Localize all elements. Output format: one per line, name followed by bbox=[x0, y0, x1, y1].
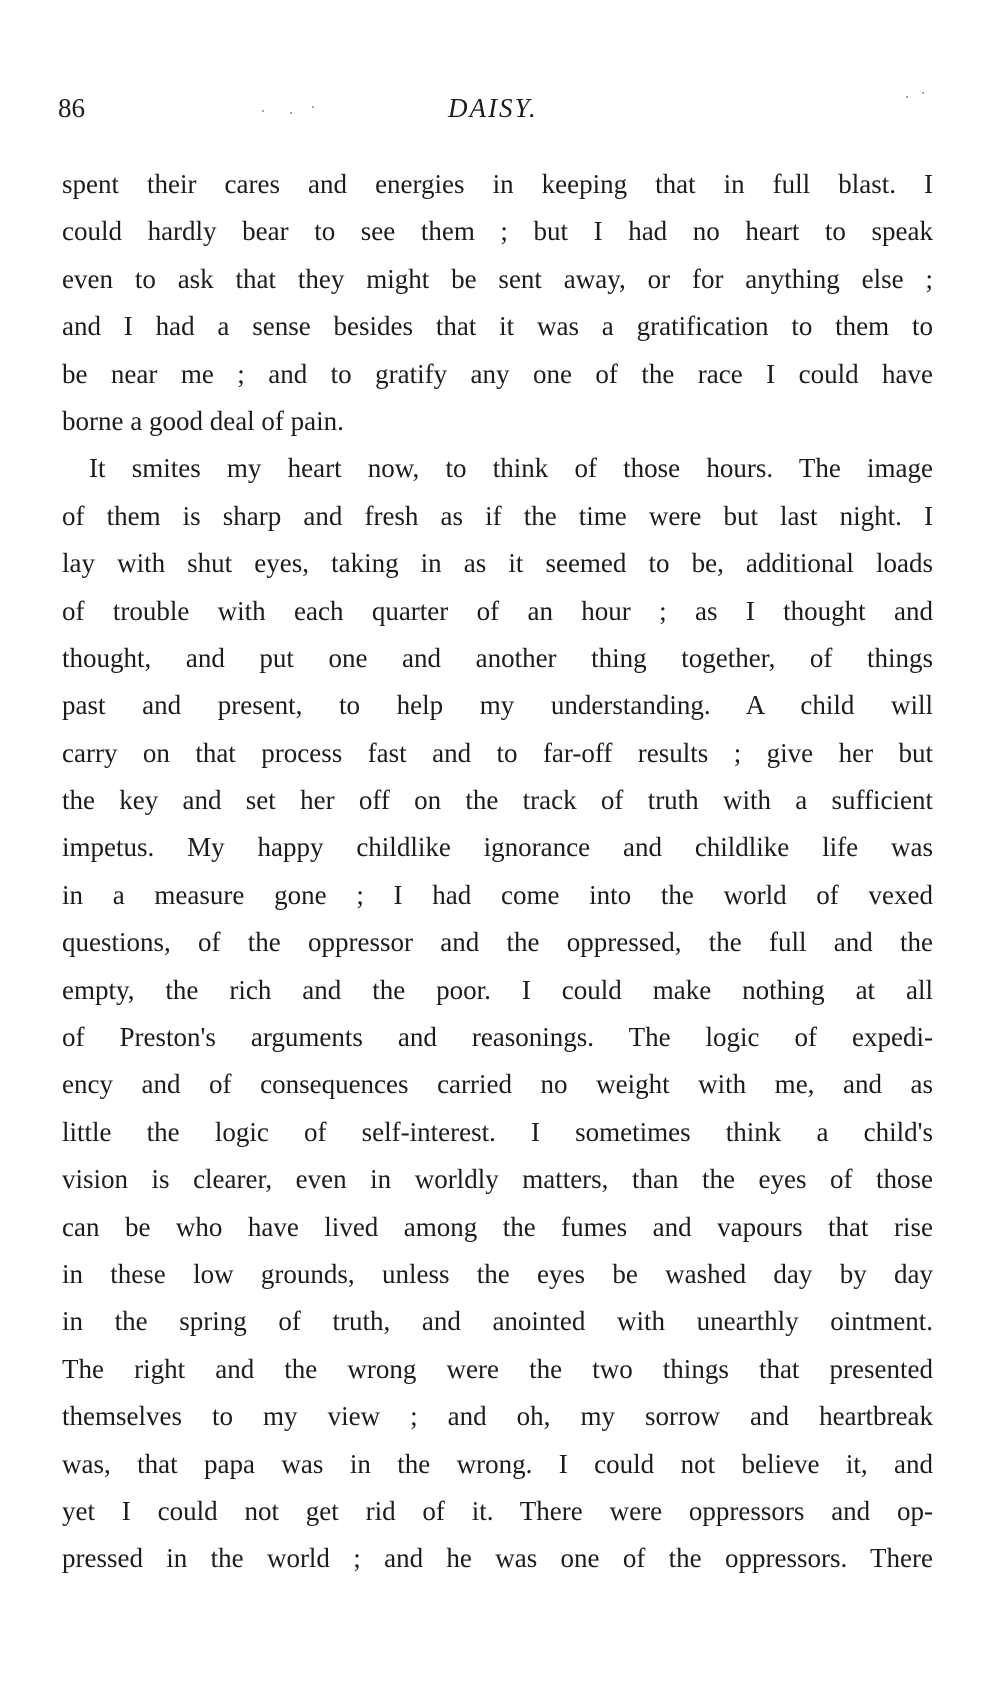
page-number: 86 bbox=[58, 93, 85, 123]
text-line: in a measure gone ; I had come into the world of vexed bbox=[62, 879, 933, 910]
text-line: It smites my heart now, to think of those hours. The image bbox=[89, 453, 933, 484]
text-line: spent their cares and energies in keeping that in full blast. I bbox=[62, 169, 933, 199]
print-speck bbox=[922, 92, 924, 94]
text-line: in these low grounds, unless the eyes be washed day by day bbox=[62, 1258, 933, 1289]
running-title: DAISY. bbox=[448, 93, 538, 123]
text-line: carry on that process fast and to far-off results ; give her but bbox=[62, 737, 933, 768]
paragraph-1 bbox=[62, 161, 933, 445]
print-speck bbox=[906, 96, 908, 98]
text-line: The right and the wrong were the two things that presented bbox=[62, 1353, 933, 1384]
print-speck bbox=[312, 106, 314, 108]
text-line: in the spring of truth, and anointed with unearthly ointment. bbox=[62, 1306, 933, 1337]
running-head bbox=[58, 92, 933, 132]
text-line: was, that papa was in the wrong. I could not believe it, and bbox=[62, 1448, 933, 1479]
text-line: and I had a sense besides that it was a gratification to them to bbox=[62, 311, 933, 342]
paragraph-2 bbox=[62, 445, 933, 1582]
text-line: borne a good deal of pain. bbox=[62, 405, 344, 436]
text-line: can be who have lived among the fumes and vapours that rise bbox=[62, 1211, 933, 1242]
text-line: the key and set her off on the track of truth with a sufficient bbox=[62, 785, 933, 816]
text-line: questions, of the oppressor and the oppressed, the full and the bbox=[62, 927, 933, 958]
print-speck bbox=[290, 112, 292, 114]
text-line: thought, and put one and another thing together, of things bbox=[62, 642, 933, 673]
print-speck bbox=[262, 110, 264, 112]
text-line: themselves to my view ; and oh, my sorrow and heartbreak bbox=[62, 1401, 933, 1432]
text-line: of Preston's arguments and reasonings. The logic of expedi- bbox=[62, 1022, 933, 1053]
text-line: empty, the rich and the poor. I could make nothing at all bbox=[62, 974, 933, 1005]
body-text bbox=[62, 161, 933, 1583]
text-line: could hardly bear to see them ; but I had no heart to speak bbox=[62, 216, 933, 247]
text-line: pressed in the world ; and he was one of the oppressors. There bbox=[62, 1543, 933, 1574]
text-line: past and present, to help my understanding. A child will bbox=[62, 690, 933, 721]
text-line: be near me ; and to gratify any one of the race I could have bbox=[62, 358, 933, 389]
text-line: ency and of consequences carried no weight with me, and as bbox=[62, 1069, 933, 1100]
text-line: little the logic of self-interest. I sometimes think a child's bbox=[62, 1116, 933, 1147]
text-line: impetus. My happy childlike ignorance and childlike life was bbox=[62, 832, 933, 863]
text-line: lay with shut eyes, taking in as it seemed to be, additional loads bbox=[62, 548, 933, 579]
text-line: even to ask that they might be sent away, or for anything else ; bbox=[62, 263, 933, 294]
text-line: yet I could not get rid of it. There were oppressors and op- bbox=[62, 1495, 933, 1526]
text-line: of trouble with each quarter of an hour ; as I thought and bbox=[62, 595, 933, 626]
text-line: of them is sharp and fresh as if the time were but last night. I bbox=[62, 500, 933, 531]
text-line: vision is clearer, even in worldly matters, than the eyes of those bbox=[62, 1164, 933, 1195]
